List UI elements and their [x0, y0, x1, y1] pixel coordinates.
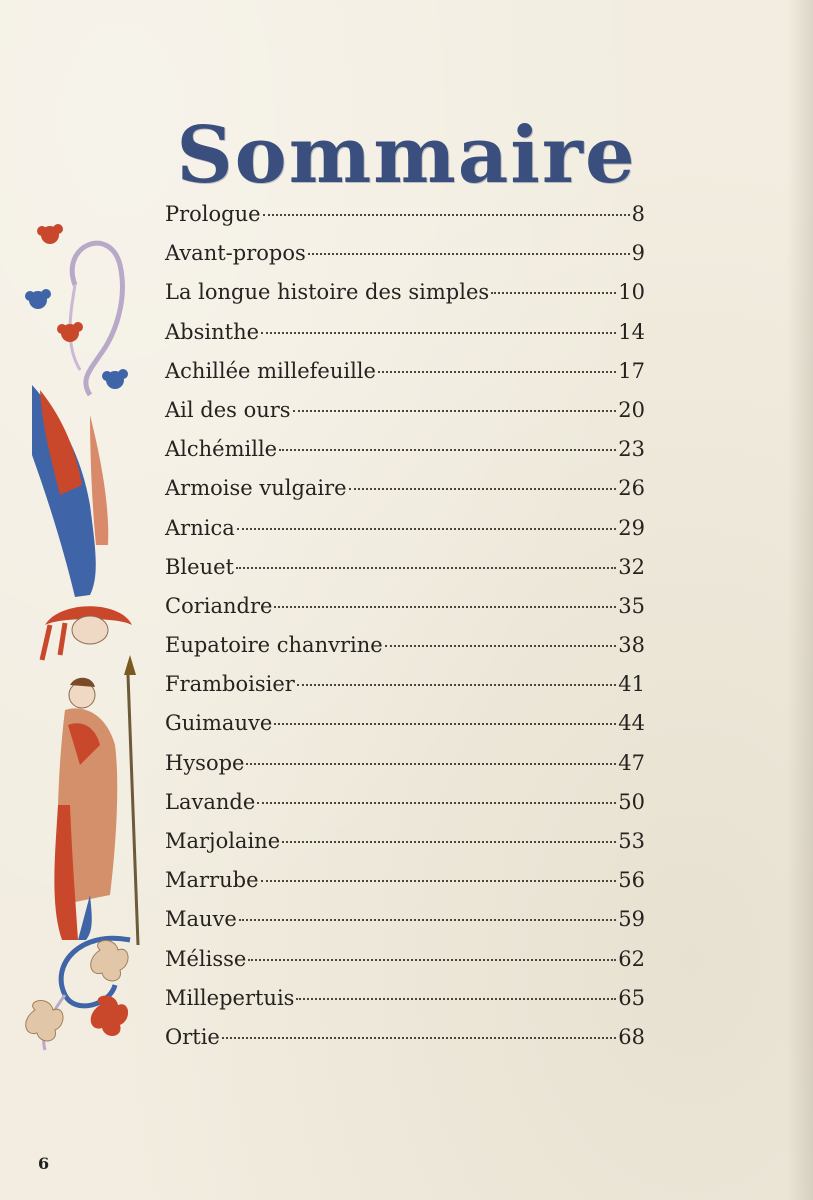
- toc-entry-page: 53: [618, 829, 645, 853]
- toc-entry-label: La longue histoire des simples: [165, 280, 490, 305]
- dot-leader: [491, 292, 616, 294]
- toc-entry[interactable]: [165, 202, 645, 241]
- toc-entry-label: Eupatoire chanvrine: [165, 633, 383, 658]
- dot-leader: [239, 919, 616, 921]
- toc-entry[interactable]: [165, 986, 645, 1025]
- dot-leader: [282, 841, 616, 843]
- toc-entry[interactable]: [165, 320, 645, 359]
- toc-entry-label: Armoise vulgaire: [165, 476, 347, 501]
- toc-entry[interactable]: [165, 672, 645, 711]
- toc-entry-label: Prologue: [165, 202, 261, 226]
- dot-leader: [261, 332, 616, 334]
- toc-entry-page: 26: [618, 476, 645, 501]
- dot-leader: [378, 371, 616, 373]
- page-number: 6: [38, 1154, 50, 1173]
- table-of-contents: [165, 202, 645, 1064]
- toc-entry-label: Guimauve: [165, 711, 273, 736]
- dot-leader: [274, 723, 616, 725]
- toc-entry-page: 59: [618, 907, 645, 932]
- toc-entry[interactable]: [165, 711, 645, 750]
- toc-entry-page: 10: [618, 280, 645, 305]
- dot-leader: [308, 253, 630, 255]
- toc-entry-label: Ortie: [165, 1024, 220, 1049]
- toc-entry[interactable]: [165, 790, 645, 829]
- toc-entry-label: Millepertuis: [165, 985, 295, 1010]
- toc-entry-page: 62: [618, 946, 645, 971]
- toc-entry[interactable]: [165, 751, 645, 790]
- toc-entry-page: 65: [618, 985, 645, 1010]
- toc-entry-label: Coriandre: [165, 593, 273, 618]
- dot-leader: [296, 998, 616, 1000]
- toc-entry-page: 68: [618, 1024, 645, 1049]
- toc-entry-page: 35: [618, 593, 645, 618]
- toc-entry-page: 50: [618, 789, 645, 814]
- toc-entry[interactable]: [165, 437, 645, 476]
- toc-entry-page: 47: [618, 750, 645, 775]
- dot-leader: [248, 959, 616, 961]
- toc-entry-page: 23: [618, 437, 645, 462]
- toc-entry-label: Avant-propos: [165, 241, 306, 266]
- toc-entry-page: 17: [618, 358, 645, 383]
- toc-entry-page: 9: [631, 241, 645, 266]
- toc-entry-label: Mélisse: [165, 946, 247, 971]
- toc-entry[interactable]: [165, 398, 645, 437]
- toc-entry[interactable]: [165, 241, 645, 280]
- toc-entry-page: 38: [618, 633, 645, 658]
- dot-leader: [293, 410, 617, 412]
- dot-leader: [274, 606, 616, 608]
- toc-entry-label: Bleuet: [165, 554, 234, 579]
- toc-entry-label: Marrube: [165, 868, 259, 893]
- dot-leader: [279, 449, 616, 451]
- toc-entry[interactable]: [165, 594, 645, 633]
- toc-entry[interactable]: [165, 280, 645, 319]
- toc-entry[interactable]: [165, 829, 645, 868]
- dot-leader: [236, 567, 616, 569]
- toc-entry-label: Ail des ours: [165, 397, 291, 422]
- toc-entry[interactable]: [165, 359, 645, 398]
- dot-leader: [222, 1037, 616, 1039]
- toc-entry-label: Lavande: [165, 789, 256, 814]
- toc-entry-page: 8: [631, 202, 645, 226]
- toc-entry-label: Marjolaine: [165, 829, 281, 853]
- toc-entry[interactable]: [165, 947, 645, 986]
- toc-entry-label: Framboisier: [165, 672, 295, 697]
- toc-entry-label: Arnica: [165, 515, 235, 540]
- toc-entry[interactable]: [165, 868, 645, 907]
- dot-leader: [263, 214, 630, 216]
- toc-entry-label: Alchémille: [165, 437, 278, 462]
- dot-leader: [246, 763, 616, 765]
- toc-entry-page: 32: [618, 554, 645, 579]
- toc-entry[interactable]: [165, 1025, 645, 1064]
- toc-entry[interactable]: [165, 633, 645, 672]
- dot-leader: [297, 684, 616, 686]
- toc-entry-label: Absinthe: [165, 319, 260, 344]
- dot-leader: [349, 488, 617, 490]
- toc-entry[interactable]: [165, 516, 645, 555]
- dot-leader: [237, 528, 617, 530]
- toc-entry-label: Achillée millefeuille: [165, 358, 376, 383]
- toc-entry[interactable]: [165, 476, 645, 515]
- toc-entry-label: Hysope: [165, 750, 245, 775]
- toc-entry-page: 44: [618, 711, 645, 736]
- dot-leader: [261, 880, 617, 882]
- medieval-marginal-illumination: [20, 205, 150, 1055]
- page-title: Sommaire: [176, 110, 637, 202]
- toc-entry-page: 29: [618, 515, 645, 540]
- toc-entry[interactable]: [165, 907, 645, 946]
- toc-entry-label: Mauve: [165, 907, 237, 932]
- toc-entry-page: 56: [618, 868, 645, 893]
- dot-leader: [257, 802, 616, 804]
- toc-entry-page: 20: [618, 397, 645, 422]
- toc-entry-page: 41: [618, 672, 645, 697]
- dot-leader: [385, 645, 617, 647]
- toc-entry[interactable]: [165, 555, 645, 594]
- toc-entry-page: 14: [618, 319, 645, 344]
